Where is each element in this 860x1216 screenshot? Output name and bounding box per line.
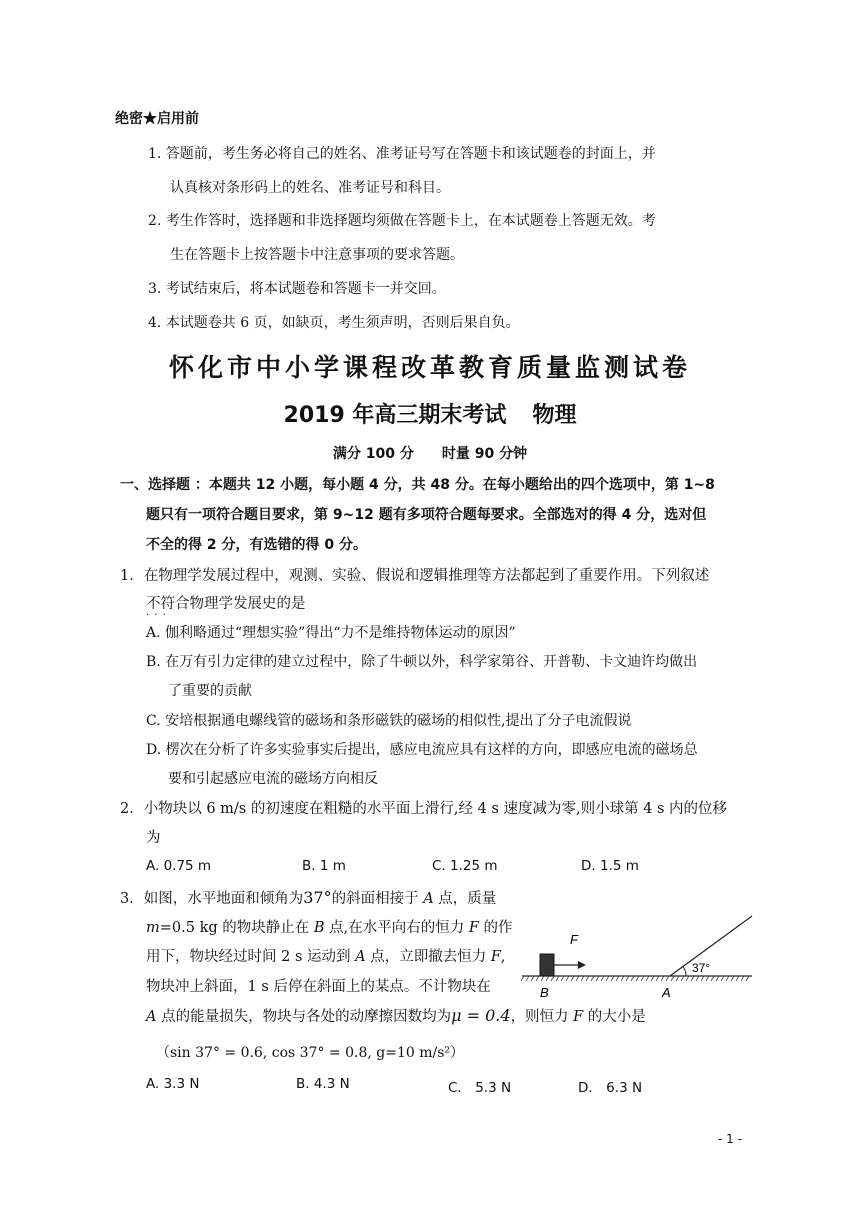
q1-option-b-line2: 了重要的贡献 — [168, 683, 252, 699]
note-1-line1: 1. 答题前，考生务必将自己的姓名、准考证号写在答题卡和该试题卷的封面上，并 — [148, 146, 656, 162]
exam-subject-label: 物理 — [532, 403, 577, 428]
force-arrowhead — [578, 961, 586, 969]
q2-option-d: D. 1.5 m — [581, 858, 639, 874]
q1-option-d-line1: D. 楞次在分析了许多实验事实后提出，感应电流应具有这样的方向，即感应电流的磁场总 — [146, 742, 698, 758]
q3-option-a: A. 3.3 N — [146, 1076, 200, 1092]
ground-hatching — [521, 976, 749, 981]
q3-stem-line4: 物块冲上斜面，1 s 后停在斜面上的某点。不计物块在 — [146, 979, 491, 995]
force-label: F — [570, 932, 578, 947]
q2-stem-line1: 2．小物块以 6 m/s 的初速度在粗糙的水平面上滑行,经 4 s 速度减为零,则小球第 4 s 内的位移 — [120, 801, 728, 817]
exam-meta — [0, 443, 860, 463]
q3-angle: 37° — [303, 888, 332, 907]
exam-subtitle — [0, 398, 860, 429]
q3-constants: （sin 37° = 0.6, cos 37° = 0.8, g=10 m/s²） — [156, 1045, 464, 1061]
q1-emphasis: 不符合 · · · — [146, 596, 190, 612]
q3-stem-line2 — [146, 916, 513, 937]
angle-label: 37° — [692, 961, 711, 975]
q3-mu: μ = 0.4 — [451, 1006, 511, 1025]
q3-option-d: D． 6.3 N — [578, 1080, 643, 1096]
q3-option-b: B. 4.3 N — [296, 1076, 350, 1092]
q3-point-a: A — [355, 949, 366, 965]
q3-text: ，则恒力 — [510, 1009, 574, 1025]
q3-text: 的大小是 — [583, 1009, 646, 1025]
q1-option-b-line1: B. 在万有引力定律的建立过程中，除了牛顿以外，科学家第谷、开普勒、卡文迪许均做出 — [146, 654, 698, 670]
q3-text: 的作 — [478, 920, 513, 936]
full-score: 满分 100 分 — [332, 446, 414, 462]
q3-text: 点，质量 — [433, 891, 497, 907]
angle-arc — [683, 967, 686, 977]
q3-force-symbol: F — [573, 1009, 584, 1025]
q3-force-symbol: F — [468, 920, 479, 936]
q3-text: 3．如图，水平地面和倾角为 — [120, 891, 304, 907]
q3-mass-symbol: m — [146, 920, 160, 936]
point-b-label: B — [540, 985, 549, 1000]
q2-option-b: B. 1 m — [302, 858, 346, 874]
q3-option-c: C． 5.3 N — [448, 1080, 512, 1096]
q3-text: 点，立即撤去恒力 — [365, 949, 491, 965]
q3-text: =0.5 kg 的物块静止在 — [159, 920, 314, 936]
q1-option-d-line2: 要和引起感应电流的磁场方向相反 — [168, 771, 378, 787]
q2-option-c: C. 1.25 m — [432, 858, 498, 874]
q1-option-a: A. 伽利略通过“理想实验”得出“力不是维持物体运动的原因” — [146, 625, 516, 641]
note-4: 4. 本试题卷共 6 页，如缺页，考生须声明，否则后果自负。 — [148, 315, 520, 331]
q1-option-c: C. 安培根据通电螺线管的磁场和条形磁铁的磁场的相似性,提出了分子电流假说 — [146, 713, 632, 729]
exam-title: 怀化市中小学课程改革教育质量监测试卷 — [168, 353, 691, 382]
q1-stem-line1: 1．在物理学发展过程中，观测、实验、假说和逻辑推理等方法都起到了重要作用。下列叙述 — [120, 568, 710, 584]
q3-text: 点,在水平向右的恒力 — [324, 920, 469, 936]
page-number: - 1 - — [718, 1132, 742, 1146]
incline-line — [670, 916, 752, 976]
q3-text: 点的能量损失，物块与各处的动摩擦因数均为 — [156, 1009, 452, 1025]
note-2-line2: 生在答题卡上按答题卡中注意事项的要求答题。 — [170, 247, 464, 263]
q3-point-b: B — [313, 920, 325, 936]
note-3: 3. 考试结束后，将本试题卷和答题卡一并交回。 — [148, 281, 446, 297]
section-1-line2: 题只有一项符合题目要求，第 9~12 题有多项符合题每要求。全部选对的得 4 分，选对但 — [146, 507, 707, 523]
q3-text: 的斜面相接于 — [331, 891, 424, 907]
q1-stem-rest: 物理学发展史的是 — [189, 596, 306, 612]
q3-text: 用下，物块经过时间 2 s 运动到 — [146, 949, 356, 965]
q3-force-symbol: F — [490, 949, 501, 965]
point-a-label: A — [662, 985, 671, 1000]
note-2-line1: 2. 考生作答时，选择题和非选择题均须做在答题卡上，在本试题卷上答题无效。考 — [148, 213, 656, 229]
q3-stem-line3 — [146, 945, 505, 966]
section-1-line3: 不全的得 2 分，有选错的得 0 分。 — [146, 537, 367, 553]
block — [540, 954, 554, 976]
incline-figure — [520, 908, 760, 1004]
q3-stem-line5 — [146, 1005, 646, 1026]
time-limit: 时量 90 分钟 — [441, 446, 528, 462]
q2-option-a: A. 0.75 m — [146, 858, 212, 874]
exam-year-label: 2019 年高三期末考试 — [283, 403, 507, 428]
q3-stem-line1 — [120, 887, 496, 908]
q3-text: , — [500, 949, 506, 965]
secret-label: 绝密★启用前 — [115, 111, 199, 127]
q1-stem-line2 — [146, 592, 306, 613]
q3-point-a: A — [423, 891, 434, 907]
q2-stem-line2: 为 — [146, 830, 161, 846]
note-1-line2: 认真核对条形码上的姓名、准考证号和科目。 — [170, 180, 450, 196]
section-1-line1: 一、选择题 ：本题共 12 小题，每小题 4 分，共 48 分。在每小题给出的四个选项中，第 1~8 — [120, 477, 715, 493]
q3-point-a: A — [146, 1009, 157, 1025]
